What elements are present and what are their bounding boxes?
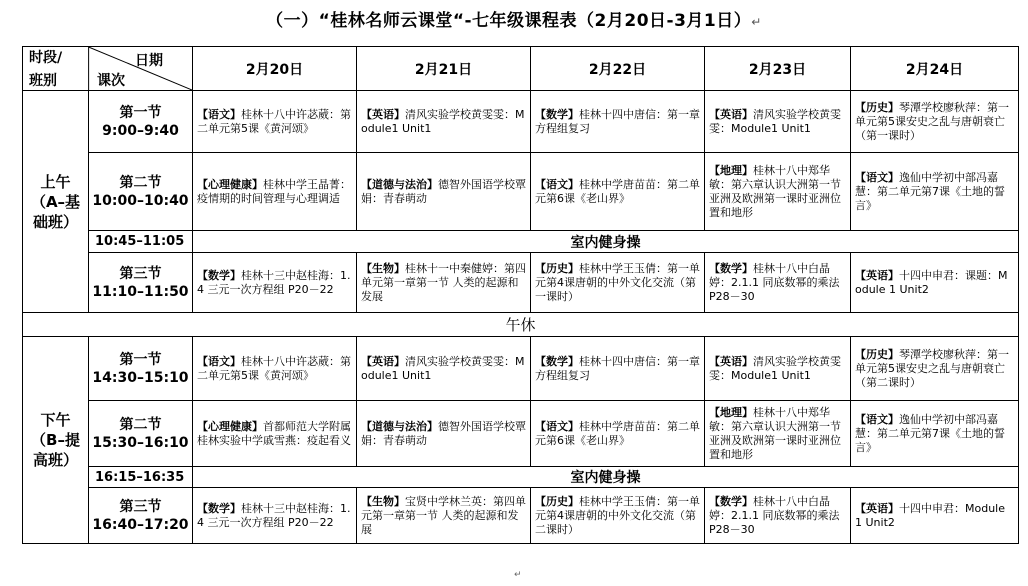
lesson-label-cell: 第三节 11:10–11:50 [89,253,193,313]
course-cell: 【道德与法治】德智外国语学校覃娟：青春萌动 [357,401,531,467]
course-cell: 【英语】十四中申君：Module 1 Unit2 [851,488,1019,544]
course-cell: 【语文】逸仙中学初中部冯嘉慧：第二单元第7课《土地的誓言》 [851,153,1019,231]
session-morning: 上午 （A–基 础班） [23,91,89,313]
course-cell: 【语文】逸仙中学初中部冯嘉慧：第二单元第7课《土地的誓言》 [851,401,1019,467]
course-cell: 【历史】琴潭学校廖秋萍：第一单元第5课安史之乱与唐朝衰亡（第二课时） [851,337,1019,401]
lesson-label-cell: 第二节 10:00–10:40 [89,153,193,231]
course-cell: 【心理健康】桂林中学王晶菁：疫情期的时间管理与心理调适 [193,153,357,231]
course-cell: 【数学】桂林十八中白晶婷：2.1.1 同底数幂的乘法 P28－30 [705,488,851,544]
lesson-label: 课次 [97,73,125,89]
lesson-label-cell: 第一节 14:30–15:10 [89,337,193,401]
course-cell: 【语文】桂林中学唐苗苗：第二单元第6课《老山界》 [531,401,705,467]
schedule-table [22,46,1019,544]
class-label: 班别 [29,73,57,89]
day-header: 2月22日 [531,47,705,91]
course-cell: 【语文】桂林十八中许苾葳：第二单元第5课《黄河颂》 [193,91,357,153]
course-cell: 【生物】桂林十一中秦健婷：第四单元第一章第一节 人类的起源和发展 [357,253,531,313]
course-cell: 【英语】十四中申君：课题：Module 1 Unit2 [851,253,1019,313]
lesson-label-cell: 第二节 15:30–16:10 [89,401,193,467]
course-cell: 【数学】桂林十四中唐信：第一章方程组复习 [531,337,705,401]
course-cell: 【英语】清风实验学校黄雯雯：Module1 Unit1 [705,337,851,401]
day-header: 2月21日 [357,47,531,91]
page-title: （一）“桂林名师云课堂“-七年级课程表（2月20日-3月1日）↵ [266,11,762,31]
course-cell: 【道德与法治】德智外国语学校覃娟：青春萌动 [357,153,531,231]
course-cell: 【英语】清风实验学校黄雯雯：Module1 Unit1 [705,91,851,153]
lesson-label-cell: 第一节 9:00–9:40 [89,91,193,153]
exercise-time: 10:45–11:05 [89,231,193,253]
course-cell: 【数学】桂林十八中白晶婷：2.1.1 同底数幂的乘法 P28－30 [705,253,851,313]
course-cell: 【地理】桂林十八中郑华敏：第六章认识大洲第一节亚洲及欧洲第一课时亚洲位置和地形 [705,153,851,231]
exercise-row: 室内健身操 [193,231,1019,253]
day-header: 2月24日 [851,47,1019,91]
course-cell: 【历史】琴潭学校廖秋萍：第一单元第5课安史之乱与唐朝衰亡（第一课时） [851,91,1019,153]
date-label: 日期 [135,53,163,69]
paragraph-mark-icon: ↵ [514,570,522,580]
course-cell: 【语文】桂林十八中许苾葳：第二单元第5课《黄河颂》 [193,337,357,401]
course-cell: 【数学】桂林十三中赵桂海：1.4 三元一次方程组 P20－22 [193,488,357,544]
day-header: 2月20日 [193,47,357,91]
header-corner [23,47,193,91]
course-cell: 【心理健康】首都师范大学附属桂林实验中学戚雪燕：疫起看义 [193,401,357,467]
session-afternoon: 下午 （B–提 高班） [23,337,89,544]
period-label: 时段/ [29,50,63,66]
exercise-time: 16:15–16:35 [89,467,193,488]
course-cell: 【生物】宝贤中学林兰英：第四单元第一章第一节 人类的起源和发展 [357,488,531,544]
lesson-label-cell: 第三节 16:40–17:20 [89,488,193,544]
exercise-row: 室内健身操 [193,467,1019,488]
course-cell: 【历史】桂林中学王玉倩：第一单元第4课唐朝的中外文化交流（第二课时） [531,488,705,544]
lunch-break-row: 午休 [23,313,1019,337]
course-cell: 【地理】桂林十八中郑华敏：第六章认识大洲第一节亚洲及欧洲第一课时亚洲位置和地形 [705,401,851,467]
course-cell: 【语文】桂林中学唐苗苗：第二单元第6课《老山界》 [531,153,705,231]
course-cell: 【历史】桂林中学王玉倩：第一单元第4课唐朝的中外文化交流（第一课时） [531,253,705,313]
course-cell: 【数学】桂林十四中唐信：第一章方程组复习 [531,91,705,153]
course-cell: 【数学】桂林十三中赵桂海：1.4 三元一次方程组 P20－22 [193,253,357,313]
course-cell: 【英语】清风实验学校黄雯雯：Module1 Unit1 [357,337,531,401]
day-header: 2月23日 [705,47,851,91]
course-cell: 【英语】清风实验学校黄雯雯：Module1 Unit1 [357,91,531,153]
